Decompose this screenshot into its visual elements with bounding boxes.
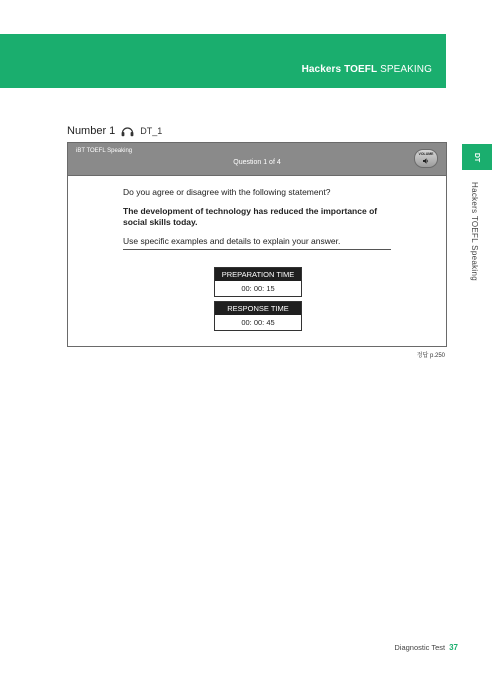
volume-button[interactable] (414, 149, 438, 168)
book-title (302, 64, 432, 75)
preparation-timer (214, 267, 302, 297)
book-title-light: SPEAKING (380, 64, 432, 75)
footer-label: Diagnostic Test (394, 643, 446, 652)
speaker-icon (423, 158, 429, 164)
response-timer (214, 301, 302, 331)
side-book-label: Hackers TOEFL Speaking (470, 182, 479, 281)
response-label: RESPONSE TIME (215, 302, 301, 315)
section-tab-label: DT (473, 152, 481, 162)
app-title: iBT TOEFL Speaking (76, 148, 133, 154)
instruction-text: Use specific examples and details to explain your answer. (123, 236, 341, 247)
prompt-text: Do you agree or disagree with the following statement? (123, 187, 331, 197)
preparation-time: 00: 00: 15 (241, 284, 275, 293)
divider (123, 249, 391, 250)
preparation-label: PREPARATION TIME (215, 268, 301, 281)
statement-text: The development of technology has reduced the importance of social skills today. (123, 206, 378, 228)
section-tab (462, 144, 492, 170)
volume-label: VOLUME (418, 152, 434, 156)
book-title-bold: Hackers TOEFL (301, 64, 378, 75)
page-number: 37 (449, 643, 458, 652)
test-screen (67, 142, 447, 347)
response-time: 00: 00: 45 (241, 318, 275, 327)
question-counter: Question 1 of 4 (233, 159, 281, 166)
track-id: DT_1 (140, 126, 163, 136)
headphone-icon (121, 125, 134, 137)
item-number: Number 1 (67, 125, 116, 137)
question-prompt (123, 187, 391, 247)
header-band (0, 34, 446, 88)
answer-reference: 정답 p.250 (416, 353, 445, 359)
screen-title-bar (68, 143, 446, 176)
page-footer (394, 643, 458, 652)
item-heading (67, 125, 162, 137)
